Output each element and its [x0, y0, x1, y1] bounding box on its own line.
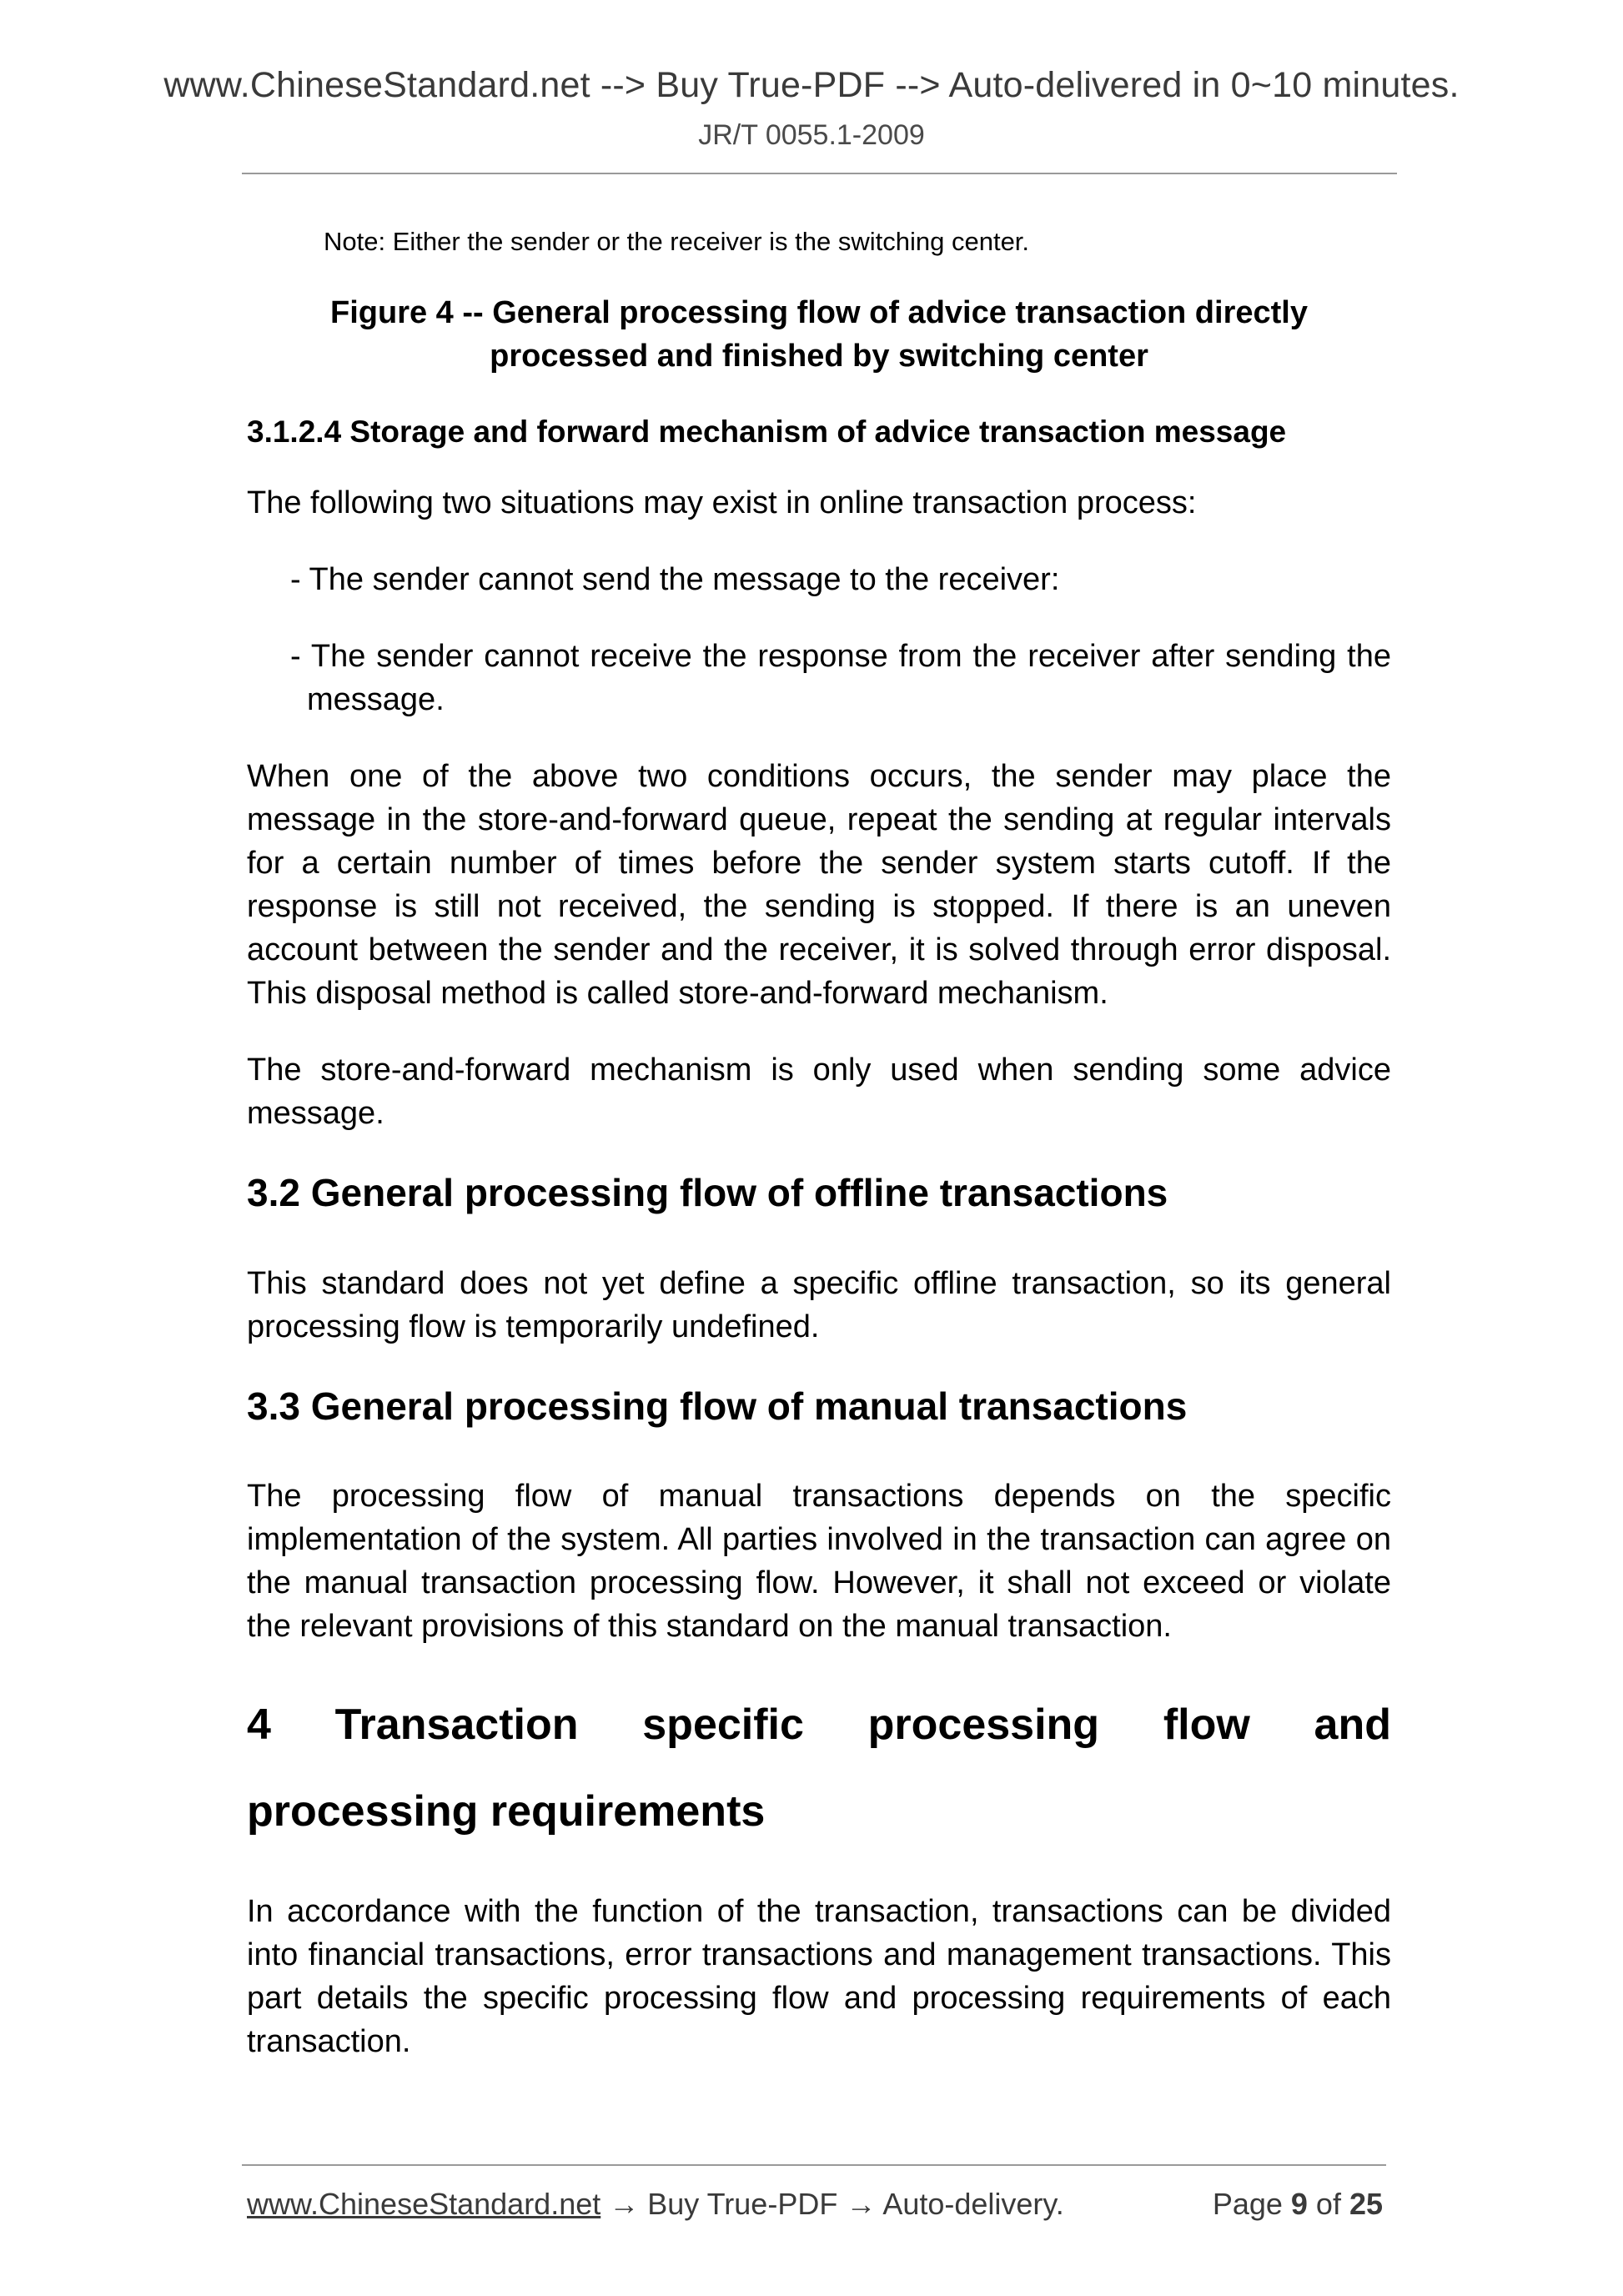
footer-divider	[242, 2164, 1386, 2166]
chapter-heading-word: 4	[247, 1701, 271, 1750]
chapter-heading-word: processing	[867, 1701, 1100, 1750]
chapter-heading-4	[247, 1681, 1391, 1855]
footer-tagline: → Buy True-PDF → Auto-delivery.	[600, 2187, 1064, 2221]
page-number	[1213, 2187, 1383, 2222]
page-footer	[247, 2187, 1383, 2222]
header-divider	[242, 173, 1397, 174]
chapter-heading-word: flow	[1163, 1701, 1250, 1750]
subsection-heading-3-1-2-4: 3.1.2.4 Storage and forward mechanism of advice transaction message	[247, 414, 1287, 449]
page-of: of	[1307, 2187, 1349, 2221]
figure-caption-line1: Figure 4 -- General processing flow of advice transaction directly	[330, 295, 1308, 331]
section-heading-3-3: 3.3 General processing flow of manual transactions	[247, 1384, 1188, 1428]
current-page: 9	[1290, 2187, 1308, 2221]
paragraph-intro: The following two situations may exist in online transaction process:	[247, 485, 1197, 520]
paragraph-store-forward: When one of the above two conditions occurs, the sender may place the message in the store-and-forward queue, repeat the sending at regular intervals for a certain number of times before the sender system starts cutoff. If the response is still not received, the sending is stopped. If there is an uneven account between the sender and the receiver, it is solved through error disposal. This disposal method is called store-and-forward mechanism.	[247, 758, 1391, 1011]
chapter-heading-word: specific	[642, 1701, 804, 1750]
page-prefix: Page	[1212, 2187, 1291, 2221]
total-pages: 25	[1349, 2187, 1383, 2221]
paragraph-manual: The processing flow of manual transactions depends on the specific implementation of the system. All parties involved in the transaction can agree on the manual transaction processing flow. However, it shall not exceed or violate the relevant provisions of this standard on the manual transaction.	[247, 1479, 1391, 1645]
list-item: - The sender cannot send the message to the receiver:	[290, 561, 1060, 597]
section-heading-3-2: 3.2 General processing flow of offline transactions	[247, 1170, 1168, 1214]
chapter-heading-word: Transaction	[334, 1701, 579, 1750]
paragraph-offline: This standard does not yet define a specific offline transaction, so its general processing flow is temporarily undefined.	[247, 1265, 1391, 1344]
figure-caption	[247, 292, 1391, 378]
page-content	[247, 225, 1391, 2097]
header-banner: www.ChineseStandard.net --> Buy True-PDF --> Auto-delivered in 0~10 minutes.	[163, 65, 1460, 105]
footer-site-link[interactable]: www.ChineseStandard.net	[247, 2187, 601, 2221]
footer-left	[247, 2187, 1064, 2222]
list-item: - The sender cannot receive the response from the receiver after sending the message.	[290, 638, 1391, 717]
paragraph-store-forward-usage: The store-and-forward mechanism is only used when sending some advice message.	[247, 1052, 1391, 1131]
figure-note: Note: Either the sender or the receiver is the switching center.	[324, 227, 1030, 256]
figure-caption-line2: processed and finished by switching center	[490, 338, 1148, 374]
chapter-heading-line2: processing requirements	[247, 1787, 766, 1836]
paragraph-chapter-4-intro: In accordance with the function of the transaction, transactions can be divided into financial transactions, error transactions and management transactions. This part details the specific processing flow and processing requirements of each transaction.	[247, 1894, 1391, 2060]
chapter-heading-word: and	[1314, 1701, 1391, 1750]
document-id: JR/T 0055.1-2009	[698, 119, 925, 151]
chapter-heading-line1	[247, 1681, 1391, 1768]
